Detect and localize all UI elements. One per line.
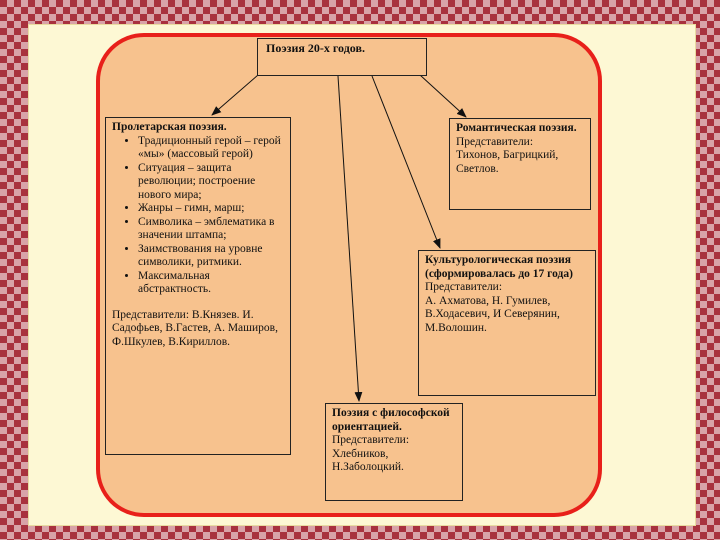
romantic-representatives: Тихонов, Багрицкий, Светлов. [456,149,559,175]
proletarian-representatives: Представители: В.Князев. И. Садофьев, В.Гастев, А. Маширов, Ф.Шкулев, В.Кириллов. [112,308,278,348]
arrow-to-romantic [420,75,466,117]
philosophical-poetry-box [325,403,463,501]
philosophical-heading: Поэзия с философской ориентацией. [332,407,450,433]
proletarian-bullet-list [112,135,284,297]
cultural-heading: Культурологическая поэзия (сформировалась до 17 года) [425,254,573,280]
philosophical-reps-label: Представители: [332,434,410,446]
arrow-to-cultural [372,76,440,248]
proletarian-poetry-box [105,117,291,455]
list-item: • Жанры – гимн, марш; [138,202,284,216]
cultural-reps-label: Представители: [425,281,503,293]
diagram-title: Поэзия 20-х годов. [266,41,365,55]
list-item: • Символика – эмблематика в значении штампа; [138,216,284,243]
arrow-to-philosophical [338,76,359,401]
romantic-reps-label: Представители: [456,135,534,148]
list-item: • Традиционный герой – герой «мы» (массовый герой) [138,135,284,162]
romantic-heading: Романтическая поэзия. [456,122,577,134]
list-item: • Ситуация – защита революции; построение нового мира; [138,162,284,203]
proletarian-heading: Пролетарская поэзия. [112,121,227,133]
list-item: • Заимствования на уровне символики, ритмики. [138,243,284,270]
romantic-poetry-box [449,118,591,210]
philosophical-representatives: Хлебников, Н.Заболоцкий. [332,447,404,473]
diagram-title-box [257,38,427,76]
cultural-poetry-box [418,250,596,396]
list-item: • Максимальная абстрактность. [138,270,284,297]
cultural-representatives: А. Ахматова, Н. Гумилев, В.Ходасевич, И Северянин, М.Волошин. [425,294,560,334]
arrow-to-proletarian [212,75,258,115]
